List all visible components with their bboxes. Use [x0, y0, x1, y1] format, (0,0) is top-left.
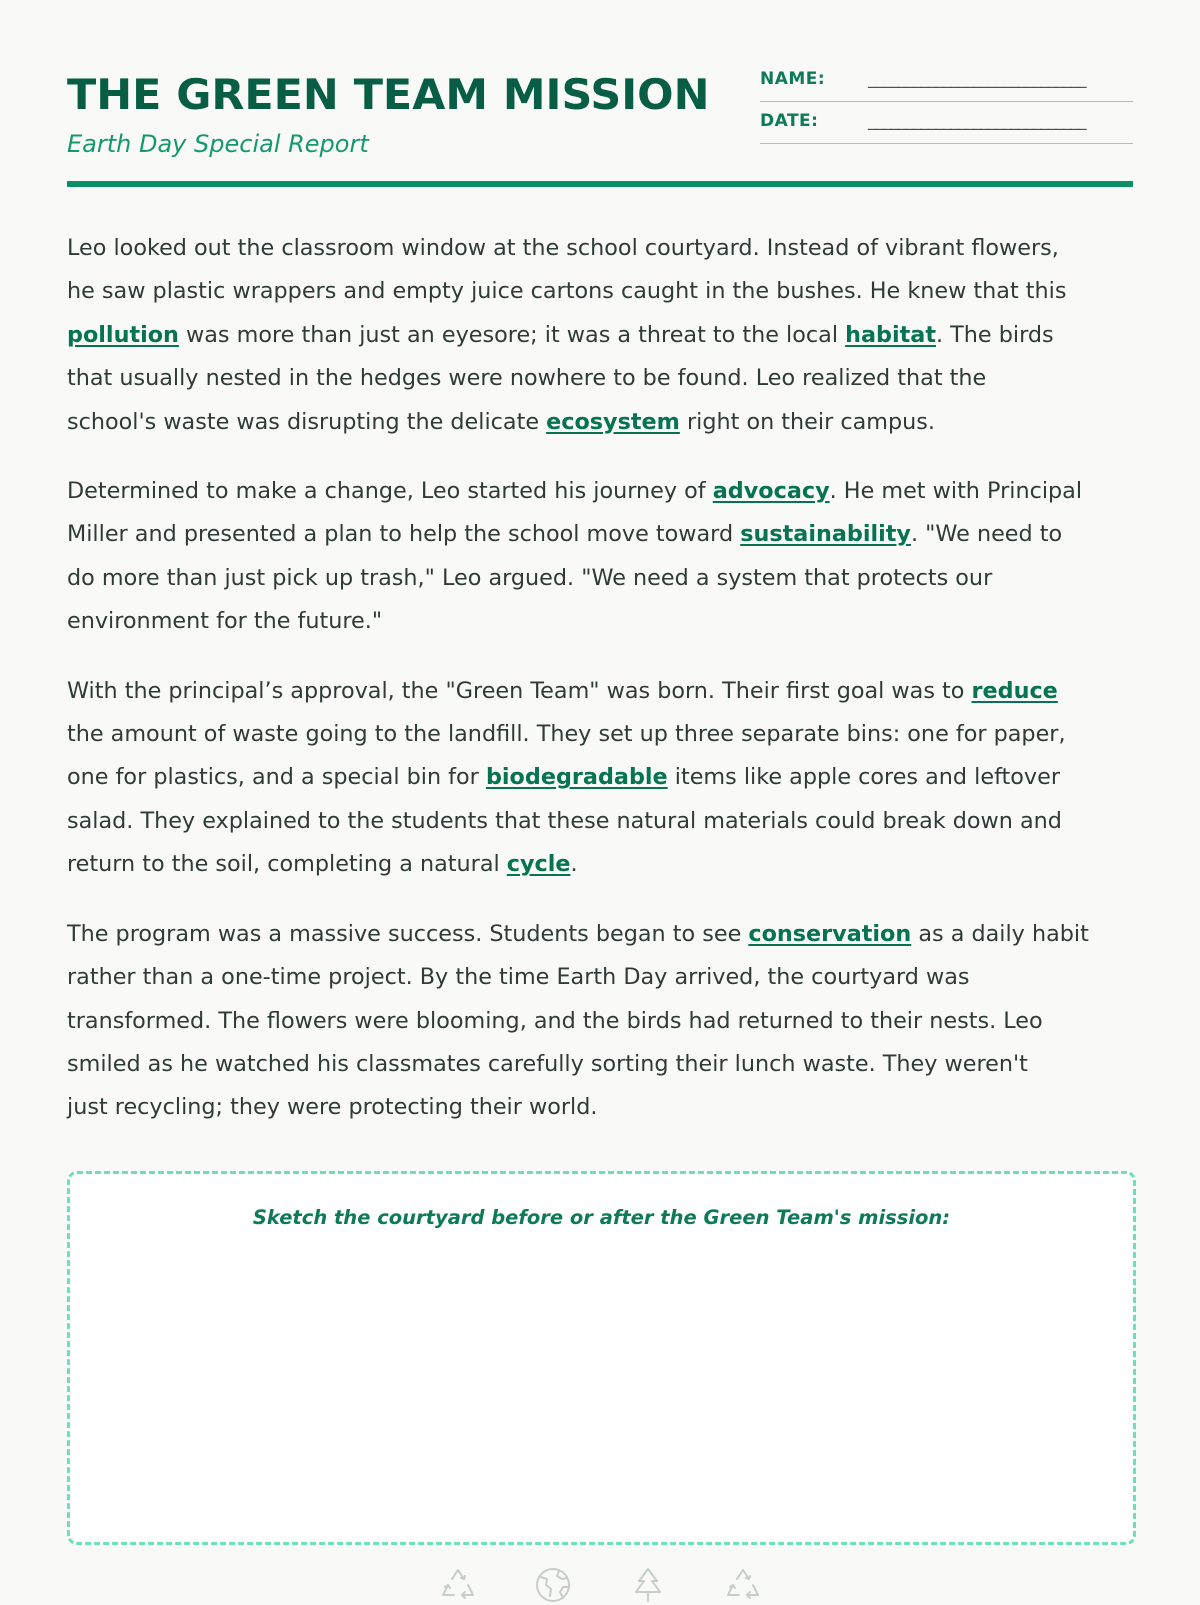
story-paragraph-4: [67, 913, 1135, 1130]
worksheet-header: [67, 60, 1133, 186]
text: right on their campus.: [679, 408, 935, 435]
text: transformed. The flowers were blooming, and the birds had returned to their nests. Leo: [67, 1007, 1043, 1034]
vocab-word-ecosystem[interactable]: ecosystem: [546, 408, 680, 435]
text: items like apple cores and leftover: [667, 764, 1061, 791]
text: . The birds: [936, 321, 1054, 348]
text: one for plastics, and a special bin for: [67, 764, 486, 791]
text: salad. They explained to the students that these natural materials could break down and: [67, 807, 1062, 834]
name-blank[interactable]: _____________________________: [868, 69, 1086, 89]
vocab-word-advocacy[interactable]: advocacy: [712, 478, 830, 505]
text: as a daily habit: [911, 920, 1089, 947]
vocab-word-conservation[interactable]: conservation: [748, 920, 912, 947]
vocab-word-biodegradable[interactable]: biodegradable: [485, 764, 668, 791]
page-subtitle: Earth Day Special Report: [67, 130, 369, 158]
vocab-word-sustainability[interactable]: sustainability: [740, 521, 911, 548]
student-info: [760, 60, 1133, 144]
footer-icons: [438, 1565, 768, 1605]
text: school's waste was disrupting the delicate: [67, 408, 547, 435]
tree-icon: [628, 1565, 668, 1605]
text: . He met with Principal: [829, 478, 1083, 505]
vocab-word-habitat[interactable]: habitat: [845, 321, 936, 348]
text: do more than just pick up trash," Leo argued. "We need a system that protects our: [67, 564, 993, 591]
name-row[interactable]: [760, 60, 1133, 102]
text: the amount of waste going to the landfill. They set up three separate bins: one for paper,: [67, 721, 1066, 748]
text: was more than just an eyesore; it was a threat to the local: [178, 321, 846, 348]
story-paragraph-1: [67, 227, 1135, 444]
text: The program was a massive success. Students began to see: [67, 920, 749, 947]
header-divider: [67, 181, 1133, 187]
sketch-box[interactable]: [67, 1171, 1136, 1545]
story-text: [67, 227, 1135, 1156]
vocab-word-cycle[interactable]: cycle: [506, 851, 571, 878]
date-blank[interactable]: _____________________________: [868, 111, 1086, 131]
story-paragraph-3: [67, 670, 1135, 887]
globe-icon: [533, 1565, 573, 1605]
text: .: [570, 851, 578, 878]
text: . "We need to: [910, 521, 1063, 548]
text: Leo looked out the classroom window at the school courtyard. Instead of vibrant flowers,: [67, 235, 1059, 261]
text: environment for the future.": [67, 608, 383, 635]
text: Miller and presented a plan to help the school move toward: [67, 521, 741, 548]
text: Determined to make a change, Leo started his journey of: [67, 478, 713, 505]
text: that usually nested in the hedges were nowhere to be found. Leo realized that the: [67, 365, 987, 392]
story-paragraph-2: [67, 470, 1135, 644]
vocab-word-pollution[interactable]: pollution: [67, 321, 179, 348]
page-title: THE GREEN TEAM MISSION: [67, 70, 710, 119]
text: return to the soil, completing a natural: [67, 851, 507, 878]
text: With the principal’s approval, the "Green Team" was born. Their first goal was to: [67, 677, 972, 704]
text: just recycling; they were protecting their world.: [67, 1094, 598, 1121]
sketch-prompt: Sketch the courtyard before or after the Green Team's mission:: [252, 1206, 951, 1229]
recycle-icon: [438, 1565, 478, 1605]
recycle-icon: [723, 1565, 763, 1605]
name-label: NAME:: [760, 69, 826, 89]
vocab-word-reduce[interactable]: reduce: [971, 677, 1058, 704]
date-row[interactable]: [760, 102, 1133, 144]
text: he saw plastic wrappers and empty juice cartons caught in the bushes. He knew that this: [67, 278, 1067, 305]
text: smiled as he watched his classmates carefully sorting their lunch waste. They weren't: [67, 1050, 1028, 1077]
date-label: DATE:: [760, 111, 819, 131]
text: rather than a one-time project. By the time Earth Day arrived, the courtyard was: [67, 964, 970, 991]
